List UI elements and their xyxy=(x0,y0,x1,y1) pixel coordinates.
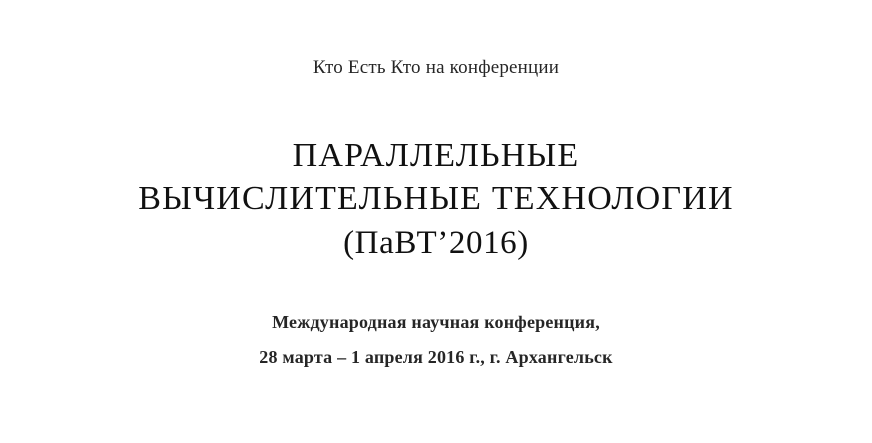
conference-type: Международная научная конференция, xyxy=(272,312,600,333)
title-line-3-acronym: (ПаВТ’2016) xyxy=(343,224,529,261)
series-label: Кто Есть Кто на конференции xyxy=(312,57,560,78)
conference-details xyxy=(259,312,612,368)
page-title xyxy=(138,135,733,264)
title-line-2: ВЫЧИСЛИТЕЛЬНЫЕ ТЕХНОЛОГИИ xyxy=(138,179,734,217)
conference-dates-location: 28 марта – 1 апреля 2016 г., г. Архангельск xyxy=(259,347,613,368)
title-line-1: ПАРАЛЛЕЛЬНЫЕ xyxy=(292,137,580,174)
